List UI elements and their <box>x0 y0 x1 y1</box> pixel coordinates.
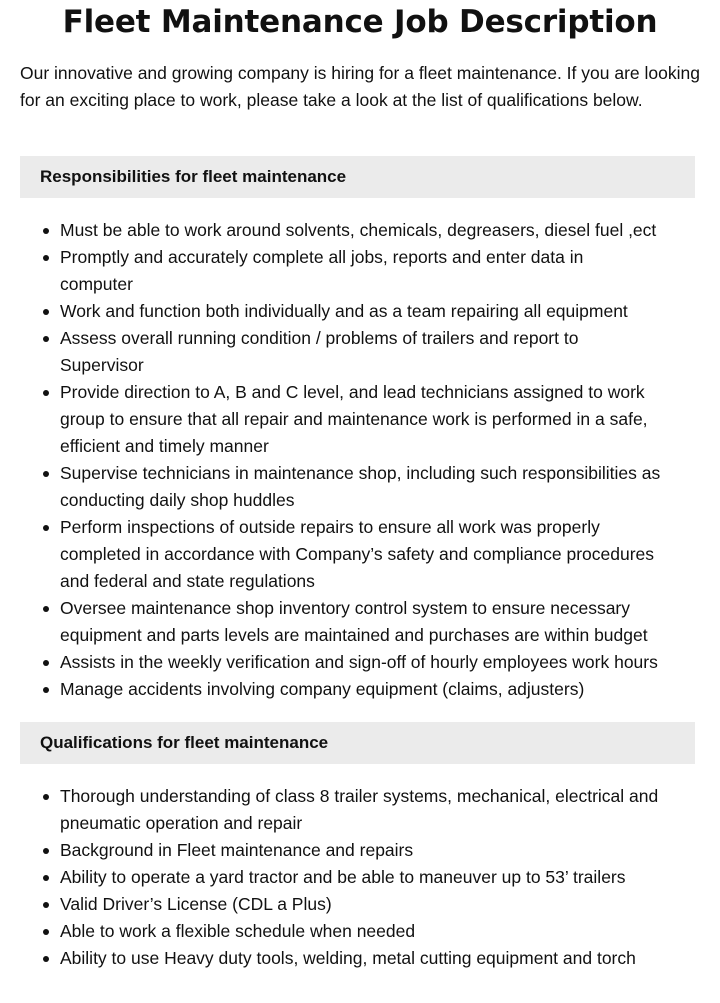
qualifications-list <box>60 783 700 972</box>
responsibility-item: Assists in the weekly verification and sign-off of hourly employees work hours <box>60 649 700 676</box>
page-title: Fleet Maintenance Job Description <box>62 4 658 40</box>
responsibilities-heading: Responsibilities for fleet maintenance <box>20 156 695 198</box>
qualification-item: Ability to operate a yard tractor and be able to maneuver up to 53’ trailers <box>60 864 700 891</box>
intro-paragraph: Our innovative and growing company is hiring for a fleet maintenance. If you are looking for an exciting place to work, please take a look at the list of qualifications below. <box>20 63 700 110</box>
responsibility-item: Work and function both individually and as a team repairing all equipment <box>60 298 700 325</box>
qualification-item: Thorough understanding of class 8 trailer systems, mechanical, electrical and pneumatic operation and repair <box>60 783 700 837</box>
responsibility-item: Assess overall running condition / problems of trailers and report to Supervisor <box>60 325 700 379</box>
responsibilities-list <box>60 217 700 703</box>
qualification-item: Ability to use Heavy duty tools, welding, metal cutting equipment and torch <box>60 945 700 972</box>
qualification-item: Able to work a flexible schedule when needed <box>60 918 700 945</box>
qualification-item: Valid Driver’s License (CDL a Plus) <box>60 891 700 918</box>
qualifications-heading: Qualifications for fleet maintenance <box>20 722 695 764</box>
responsibility-item: Perform inspections of outside repairs to ensure all work was properly completed in accordance with Company’s safety and compliance procedures and federal and state regulations <box>60 514 700 595</box>
responsibility-item: Promptly and accurately complete all jobs, reports and enter data in computer <box>60 244 700 298</box>
responsibility-item: Oversee maintenance shop inventory control system to ensure necessary equipment and parts levels are maintained and purchases are within budget <box>60 595 700 649</box>
responsibility-item: Manage accidents involving company equipment (claims, adjusters) <box>60 676 700 703</box>
responsibility-item: Supervise technicians in maintenance shop, including such responsibilities as conducting daily shop huddles <box>60 460 700 514</box>
responsibility-item: Provide direction to A, B and C level, and lead technicians assigned to work group to ensure that all repair and maintenance work is performed in a safe, efficient and timely manner <box>60 379 700 460</box>
qualification-item: Background in Fleet maintenance and repairs <box>60 837 700 864</box>
responsibility-item: Must be able to work around solvents, chemicals, degreasers, diesel fuel ,ect <box>60 217 700 244</box>
